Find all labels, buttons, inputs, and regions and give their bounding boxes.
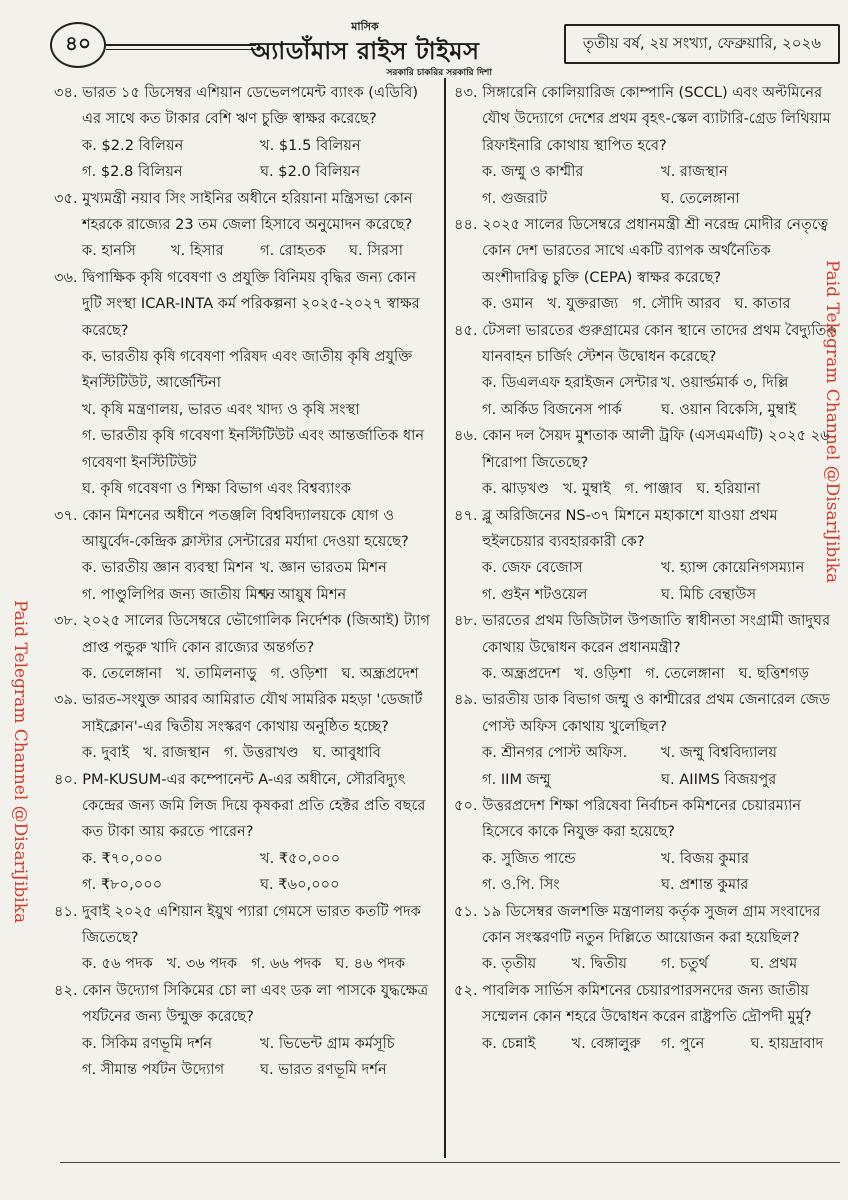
- answer-option: গ. পাঞ্জাব: [624, 480, 683, 498]
- answer-option: ঘ. ভারত রণভূমি দর্শন: [260, 1061, 387, 1079]
- question-number: ৪৬.: [454, 427, 483, 445]
- answer-options: [454, 476, 840, 502]
- answer-option: খ. যুক্তরাজ্য: [547, 295, 619, 313]
- question-number: ৪৪.: [454, 216, 483, 234]
- answer-option: ক. জম্মু ও কাশ্মীর: [482, 163, 584, 181]
- masthead-small: মাসিক: [351, 20, 379, 33]
- question-block: [454, 793, 840, 899]
- question-body: PM-KUSUM-এর কম্পোনেন্ট A-এর অধীনে, সৌরবিদ্যুৎ কেন্দ্রের জন্য জমি লিজ দিয়ে কৃষকরা প্রতি হেক্টর প্রতি বছরে কত টাকা আয় করতে পারেন?: [82, 770, 426, 841]
- answer-option: ক. ঝাড়খণ্ড: [482, 480, 550, 498]
- question-text: [54, 899, 438, 952]
- answer-option: গ. গুজরাট: [482, 189, 548, 207]
- question-block: [54, 608, 438, 687]
- masthead: [230, 18, 500, 80]
- answer-option: গ. সৌদি আরব: [632, 295, 721, 313]
- answer-option: খ. হ্যান্স কোয়েনিগসম্যান: [661, 559, 805, 577]
- answer-option: গ. ৬৬ পদক: [251, 955, 322, 973]
- answer-option: খ. $1.5 বিলিয়ন: [260, 136, 361, 154]
- page-header: [40, 18, 840, 78]
- side-watermark-right: Paid Telegram Channel @DisariJibika: [822, 260, 842, 584]
- question-body: ২০২৫ সালের ডিসেম্বরে প্রধানমন্ত্রী শ্রী নরেন্দ্র মোদীর নেতৃত্বে কোন দেশ ভারতের সাথে একটি ব্যাপক অর্থনৈতিক অংশীদারিত্ব চুক্তি (CEPA) স্বাক্ষর করেছে?: [482, 216, 829, 286]
- question-body: দ্বিপাক্ষিক কৃষি গবেষণা ও প্রযুক্তি বিনিময় বৃদ্ধির জন্য কোন দুটি সংস্থা ICAR-INTA কর্ম পরিকল্পনা ২০২৫-২০২৭ স্বাক্ষর করেছে?: [82, 268, 420, 339]
- answer-option: ক. ₹৭০,০০০: [82, 849, 163, 867]
- question-body: পাবলিক সার্ভিস কমিশনের চেয়ারপারসনদের জন্য জাতীয় সম্মেলন কোন শহরে উদ্বোধন করেন রাষ্ট্রপতি দ্রৌপদী মুর্মু?: [482, 981, 812, 1026]
- answer-option: খ. ₹৫০,০০০: [260, 849, 341, 867]
- question-block: [454, 318, 840, 424]
- answer-option: ঘ. মিচি বেন্থাউস: [661, 585, 757, 603]
- question-block: [54, 978, 438, 1084]
- masthead-title: অ্যাডাঁমাস রাইস টাইমস: [250, 36, 480, 65]
- question-number: ৩৪.: [54, 84, 83, 101]
- answer-option: ক. চেন্নাই: [482, 1034, 536, 1052]
- answer-option: ক. জেফ বেজোস: [482, 559, 583, 577]
- question-body: কোন মিশনের অধীনে পতঞ্জলি বিশ্ববিদ্যালয়কে যোগ ও আয়ুর্বেদ-কেন্দ্রিক ক্লাস্টার সেন্টারের মর্যাদা দেওয়া হয়েছে?: [82, 506, 409, 550]
- question-block: [54, 767, 438, 899]
- answer-option: ক. ডিএলএফ হরাইজন সেন্টার: [482, 374, 659, 392]
- issue-info: তৃতীয় বর্ষ, ২য় সংখ্যা, ফেব্রুয়ারি, ২০২৬: [564, 24, 840, 64]
- answer-option: ক. হানসি: [82, 242, 136, 260]
- question-body: ভারতের প্রথম ডিজিটাল উপজাতি স্বাধীনতা সংগ্রামী জাদুঘর কোথায় উদ্বোধন করেন প্রধানমন্ত্রী?: [482, 612, 831, 656]
- question-number: ৪৩.: [454, 84, 483, 101]
- answer-option: খ. দ্বিতীয়: [571, 955, 627, 973]
- answer-option: গ. ও.পি. সিং: [482, 876, 560, 894]
- answer-option: গ. সীমান্ত পর্যটন উদ্যোগ: [82, 1061, 225, 1079]
- question-body: উত্তরপ্রদেশ শিক্ষা পরিষেবা নির্বাচন কমিশনের চেয়ারম্যান হিসেবে কাকে নিযুক্ত করা হয়েছে?: [482, 796, 802, 841]
- question-body: ভারতীয় ডাক বিভাগ জম্মু ও কাশ্মীরের প্রথম জেনারেল জেড পোস্ট অফিস কোথায় খুলেছিল?: [482, 691, 830, 735]
- masthead-tagline: সরকারি চাকরির সরকারি দিশা: [386, 68, 492, 78]
- page-number: ৪০: [50, 22, 106, 68]
- question-number: ৪৫.: [454, 321, 483, 339]
- question-block: [54, 687, 438, 766]
- question-text: [54, 608, 438, 661]
- answer-options: [54, 344, 438, 502]
- answer-options: [54, 1031, 438, 1084]
- question-block: [54, 186, 438, 265]
- question-text: [54, 80, 438, 133]
- answer-options: [454, 846, 840, 899]
- answer-option: গ. ₹৮০,০০০: [82, 876, 163, 894]
- question-number: ৪২.: [54, 981, 83, 999]
- answer-option: ক. সিকিম রণভূমি দর্শন: [82, 1034, 213, 1052]
- answer-option: গ. পুনে: [661, 1034, 705, 1052]
- question-number: ৩৭.: [54, 506, 83, 524]
- question-block: [54, 265, 438, 503]
- question-text: [54, 265, 438, 344]
- answer-option: ক. তৃতীয়: [482, 955, 537, 973]
- question-text: [54, 186, 438, 239]
- answer-option: ঘ. অন্ধ্রপ্রদেশ: [341, 664, 419, 682]
- answer-option: ঘ. AIIMS বিজয়পুর: [661, 770, 777, 788]
- question-number: ৪০.: [54, 770, 83, 788]
- question-block: [54, 80, 438, 186]
- answer-option: খ. বিজয় কুমার: [661, 849, 750, 867]
- answer-options: [54, 740, 438, 766]
- question-block: [454, 503, 840, 609]
- question-text: [454, 503, 840, 556]
- answer-option: ক. $2.2 বিলিয়ন: [82, 136, 184, 154]
- question-body: টেসলা ভারতের গুরুগ্রামের কোন স্থানে তাদের প্রথম বৈদ্যুতিক যানবাহন চার্জিং স্টেশন উদ্বোধন করেছে?: [482, 321, 837, 366]
- answer-option: ক. ওমান: [482, 295, 534, 313]
- answer-option: খ. ভিভেন্ট গ্রাম কর্মসূচি: [260, 1034, 395, 1052]
- question-text: [454, 687, 840, 740]
- answer-option: গ. পাণ্ডুলিপির জন্য জাতীয় মিশন: [82, 585, 276, 603]
- question-number: ৪৭.: [454, 506, 483, 524]
- question-body: কোন দল সৈয়দ মুশতাক আলী ট্রফি (এসএমএটি) ২০২৫ ২৬ শিরোপা জিতেছে?: [482, 427, 830, 471]
- question-text: [454, 793, 840, 846]
- answer-options: [54, 661, 438, 687]
- question-text: [54, 978, 438, 1031]
- answer-option: খ. জম্মু বিশ্ববিদ্যালয়: [661, 744, 777, 762]
- answer-option: গ. $2.8 বিলিয়ন: [82, 163, 183, 181]
- answer-option: ক. ভারতীয় কৃষি গবেষণা পরিষদ এবং জাতীয় কৃষি প্রযুক্তি ইনস্টিটিউট, আর্জেন্টিনা: [82, 348, 413, 392]
- answer-option: খ. বেঙ্গালুরু: [571, 1034, 641, 1052]
- question-text: [54, 687, 438, 740]
- answer-option: ক. দুবাই: [82, 744, 130, 762]
- answer-option: গ. IIM জম্মু: [482, 770, 551, 788]
- question-block: [454, 608, 840, 687]
- question-number: ৩৮.: [54, 612, 83, 630]
- question-number: ৪৮.: [454, 612, 483, 630]
- answer-option: ঘ. আয়ুষ মিশন: [260, 585, 347, 603]
- answer-option: খ. কৃষি মন্ত্রণালয়, ভারত এবং খাদ্য ও কৃষি সংস্থা: [82, 400, 360, 418]
- question-body: ভারত ১৫ ডিসেম্বর এশিয়ান ডেভেলপমেন্ট ব্যাংক (এডিবি) এর সাথে কত টাকার বেশি ঋণ চুক্তি স্বাক্ষর করেছে?: [82, 84, 419, 128]
- question-number: ৫০.: [454, 796, 483, 814]
- answer-option: খ. রাজস্থান: [661, 163, 728, 181]
- question-body: দুবাই ২০২৫ এশিয়ান ইয়ুথ প্যারা গেমসে ভারত কতটি পদক জিতেছে?: [82, 902, 421, 946]
- question-body: ১৯ ডিসেম্বর জলশক্তি মন্ত্রণালয় কর্তৃক সুজল গ্রাম সংবাদের কোন সংস্করণটি নতুন দিল্লিতে আয়োজন করা হয়েছিল?: [482, 902, 821, 946]
- question-body: কোন উদ্যোগ সিকিমের চো লা এবং ডক লা পাসকে যুদ্ধক্ষেত্র পর্যটনের জন্য উন্মুক্ত করেছে?: [82, 981, 429, 1026]
- question-number: ৩৫.: [54, 189, 83, 207]
- question-text: [454, 978, 840, 1031]
- question-text: [454, 899, 840, 952]
- answer-option: ক. ৫৬ পদক: [82, 955, 153, 973]
- question-block: [454, 212, 840, 318]
- answer-option: গ. ভারতীয় কৃষি গবেষণা ইনস্টিটিউট এবং আন্তর্জাতিক ধান গবেষণা ইনস্টিটিউট: [82, 427, 425, 471]
- answer-option: ক. সুজিত পান্ডে: [482, 849, 576, 867]
- answer-option: গ. ওড়িশা: [270, 664, 328, 682]
- answer-option: ঘ. প্রশান্ত কুমার: [661, 876, 749, 894]
- question-text: [454, 80, 840, 159]
- answer-option: ক. ভারতীয় জ্ঞান ব্যবস্থা মিশন: [82, 559, 254, 577]
- answer-option: ঘ. ৪৬ পদক: [335, 955, 406, 973]
- question-number: ৪১.: [54, 902, 83, 920]
- question-number: ৫১.: [454, 902, 483, 920]
- left-column: [54, 80, 438, 1083]
- answer-options: [54, 133, 438, 186]
- answer-option: খ. রাজস্থান: [143, 744, 210, 762]
- question-number: ৩৯.: [54, 691, 83, 709]
- answer-option: ক. শ্রীনগর পোস্ট অফিস.: [482, 744, 628, 762]
- question-block: [54, 503, 438, 609]
- question-text: [454, 608, 840, 661]
- answer-option: গ. চতুর্থ: [661, 955, 709, 973]
- question-body: ব্লু অরিজিনের NS-৩৭ মিশনে মহাকাশে যাওয়া প্রথম হুইলচেয়ার ব্যবহারকারী কে?: [482, 506, 778, 550]
- answer-option: খ. ৩৬ পদক: [166, 955, 238, 973]
- answer-option: ঘ. ₹৬০,০০০: [260, 876, 340, 894]
- question-block: [454, 978, 840, 1057]
- question-text: [454, 212, 840, 291]
- answer-option: গ. রোহতক: [260, 242, 326, 260]
- answer-option: খ. জ্ঞান ভারতম মিশন: [260, 559, 387, 577]
- answer-option: খ. মুম্বাই: [563, 480, 611, 498]
- answer-options: [54, 951, 438, 977]
- question-body: সিঙ্গারেনি কোলিয়ারিজ কোম্পানি (SCCL) এবং অল্টমিনের যৌথ উদ্যোগে দেশের প্রথম বৃহৎ-স্কেল ব্যাটারি-গ্রেড লিথিয়াম রিফাইনারি কোথায় স্থাপিত হবে?: [482, 84, 831, 154]
- answer-option: ঘ. $2.0 বিলিয়ন: [260, 163, 361, 181]
- answer-options: [454, 740, 840, 793]
- answer-options: [54, 846, 438, 899]
- question-text: [54, 503, 438, 556]
- question-body: ২০২৫ সালের ডিসেম্বরে ভৌগোলিক নির্দেশক (জিআই) ট্যাগ প্রাপ্ত পন্ডুরু খাদি কোন রাজ্যের অন্তর্গত?: [82, 612, 430, 656]
- answer-option: ঘ. তেলেঙ্গানা: [661, 189, 740, 207]
- side-watermark-left: Paid Telegram Channel @DisariJibika: [10, 600, 30, 924]
- answer-options: [54, 555, 438, 608]
- answer-option: খ. হিসার: [171, 242, 224, 260]
- answer-option: ঘ. ছত্তিশগড়: [738, 664, 810, 682]
- question-block: [454, 80, 840, 212]
- answer-option: খ. ওয়ার্ল্ডমার্ক ৩, দিল্লি: [661, 374, 789, 392]
- right-column: [454, 80, 840, 1057]
- answer-option: গ. উত্তরাখণ্ড: [223, 744, 299, 762]
- answer-option: ঘ. প্রথম: [750, 955, 798, 973]
- answer-option: ঘ. হরিয়ানা: [696, 480, 761, 498]
- footer-rule: [60, 1162, 840, 1163]
- answer-option: গ. অর্কিড বিজনেস পার্ক: [482, 400, 622, 418]
- answer-option: গ. গুইন শটওয়েল: [482, 585, 588, 603]
- answer-option: ঘ. কৃষি গবেষণা ও শিক্ষা বিভাগ এবং বিশ্বব্যাংক: [82, 480, 351, 498]
- question-block: [454, 899, 840, 978]
- answer-options: [454, 291, 840, 317]
- answer-option: ঘ. হায়দ্রাবাদ: [750, 1034, 824, 1052]
- question-number: ৪৯.: [454, 691, 483, 709]
- answer-option: ক. অন্ধ্রপ্রদেশ: [482, 664, 561, 682]
- answer-options: [454, 1031, 840, 1057]
- question-body: ভারত-সংযুক্ত আরব আমিরাত যৌথ সামরিক মহড়া 'ডেজার্ট সাইক্লোন'-এর দ্বিতীয় সংস্করণ কোথায় অনুষ্ঠিত হচ্ছে?: [82, 691, 423, 735]
- answer-option: ঘ. সিরসা: [349, 242, 404, 260]
- question-block: [454, 423, 840, 502]
- answer-option: ঘ. ওয়ান বিকেসি, মুম্বাই: [661, 400, 797, 418]
- answer-options: [454, 159, 840, 212]
- answer-option: ঘ. কাতার: [734, 295, 791, 313]
- question-text: [54, 767, 438, 846]
- question-text: [454, 423, 840, 476]
- answer-options: [454, 951, 840, 977]
- answer-options: [454, 370, 840, 423]
- answer-options: [454, 555, 840, 608]
- answer-options: [454, 661, 840, 687]
- question-number: ৩৬.: [54, 268, 83, 286]
- answer-option: খ. তামিলনাড়ু: [175, 664, 257, 682]
- answer-option: ক. তেলেঙ্গানা: [82, 664, 162, 682]
- question-block: [54, 899, 438, 978]
- column-divider: [444, 78, 446, 1158]
- answer-option: খ. ওড়িশা: [574, 664, 632, 682]
- answer-options: [54, 238, 438, 264]
- question-body: মুখ্যমন্ত্রী নয়াব সিং সাইনির অধীনে হরিয়ানা মন্ত্রিসভা কোন শহরকে রাজ্যের 23 তম জেলা হিসাবে অনুমোদন করেছে?: [82, 189, 413, 234]
- question-block: [454, 687, 840, 793]
- answer-option: ঘ. আবুধাবি: [312, 744, 381, 762]
- question-number: ৫২.: [454, 981, 483, 999]
- question-text: [454, 318, 840, 371]
- answer-option: গ. তেলেঙ্গানা: [645, 664, 725, 682]
